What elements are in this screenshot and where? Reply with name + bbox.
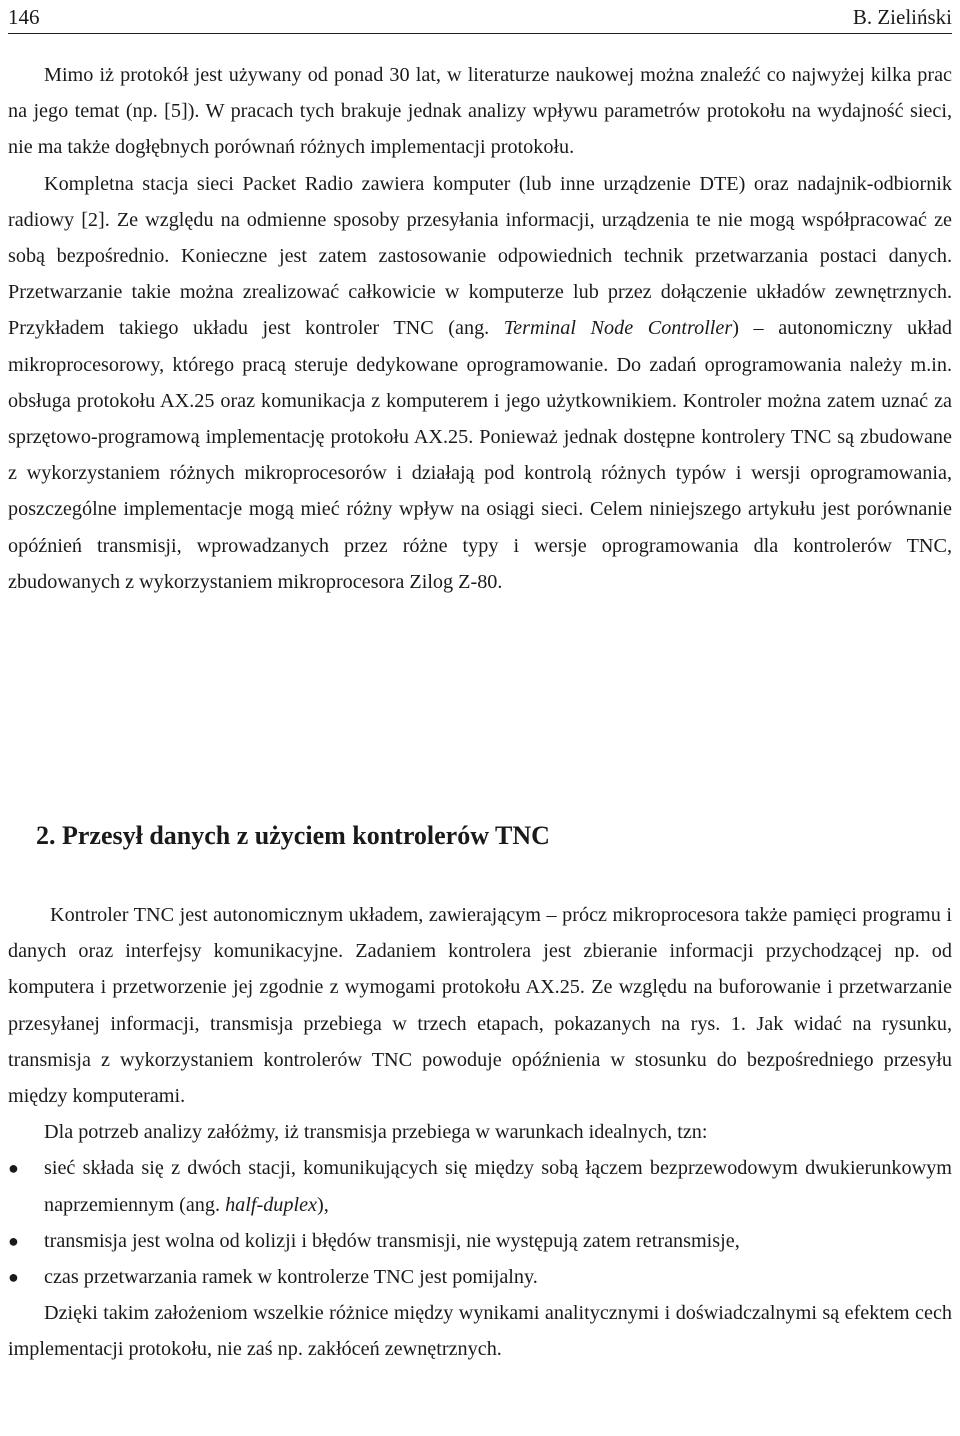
paragraph: Dla potrzeb analizy załóżmy, iż transmisja przebiega w warunkach idealnych, tzn: [44,1121,708,1144]
list-item [8,1223,952,1259]
paragraph-text: ) – autonomiczny układ mikroprocesorowy, którego pracą steruje dedykowane oprogramowanie. Do zadań oprogramowania należy m.in. obsługa protokołu AX.25 oraz komunikacja z komputerem i jego użytkownikiem. Kontroler można zatem uznać za sprzętowo-programową implementację protokołu AX.25. Ponieważ jednak dostępne kontrolery TNC są zbudowane z wykorzystaniem różnych mikroprocesorów i działają pod kontrolą różnych typów i wersji oprogramowania, poszczególne implementacje mogą mieć różny wpływ na osiągi sieci. Celem niniejszego artykułu jest porównanie opóźnień transmisji, wprowadzanych przez różne typy i wersje oprogramowania dla kontrolerów TNC, zbudowanych z wykorzystaniem mikroprocesora Zilog Z-80. [8,317,952,593]
section-body [8,897,952,1368]
paragraph: Dzięki takim założeniom wszelkie różnice między wynikami analitycznymi i doświadczalnymi są efektem cech implementacji protokołu, nie zaś np. zakłóceń zewnętrznych. [8,1302,952,1361]
italic-term: Terminal Node Controller [503,317,733,340]
italic-term: half-duplex [225,1193,318,1216]
list-item-text: sieć składa się z dwóch stacji, komunikujących się między sobą łączem bezprzewodowym dwukierunkowym naprzemiennym (ang. [44,1157,952,1216]
bullet-list [8,1150,952,1295]
bullet-icon: ● [8,1230,19,1251]
page-number: 146 [8,5,40,29]
paragraph: Mimo iż protokół jest używany od ponad 30 lat, w literaturze naukowej można znaleźć co najwyżej kilka prac na jego temat (np. [5]). W pracach tych brakuje jednak analizy wpływu parametrów protokołu na wydajność sieci, nie ma także dogłębnych porównań różnych implementacji protokołu. [8,64,952,159]
section-heading: 2. Przesył danych z użyciem kontrolerów TNC [36,821,550,850]
list-item-text: czas przetwarzania ramek w kontrolerze TNC jest pomijalny. [44,1266,538,1289]
bullet-icon: ● [8,1267,19,1288]
paragraph: Kontroler TNC jest autonomicznym układem, zawierającym – prócz mikroprocesora także pamięci programu i danych oraz interfejsy komunikacyjne. Zadaniem kontrolera jest zbieranie informacji przychodzącej np. od komputera i przetworzenie jej zgodnie z wymogami protokołu AX.25. Ze względu na buforowanie i przetwarzanie przesyłanej informacji, transmisja przebiega w trzech etapach, pokazanych na rys. 1. Jak widać na rysunku, transmisja z wykorzystaniem kontrolerów TNC powoduje opóźnienia w stosunku do bezpośredniego przesyłu między komputerami. [8,904,952,1108]
running-author: B. Zieliński [852,5,952,29]
intro-text [8,57,952,600]
list-item-text: ), [317,1193,329,1216]
list-item [8,1150,952,1222]
paragraph-text: Kompletna stacja sieci Packet Radio zawiera komputer (lub inne urządzenie DTE) oraz nadajnik-odbiornik radiowy [2]. Ze względu na odmienne sposoby przesyłania informacji, urządzenia te nie mogą współpracować ze sobą bezpośrednio. Konieczne jest zatem zastosowanie odpowiednich technik przetwarzania postaci danych. Przetwarzanie takie można zrealizować całkowicie w komputerze lub przez dołączenie układów zewnętrznych. Przykładem takiego układu jest kontroler TNC (ang. [8,172,952,340]
list-item [8,1259,952,1295]
paragraph [8,166,952,600]
bullet-icon: ● [8,1158,19,1179]
list-item-text: transmisja jest wolna od kolizji i błędów transmisji, nie występują zatem retransmisje, [44,1229,740,1252]
running-header [8,3,952,34]
